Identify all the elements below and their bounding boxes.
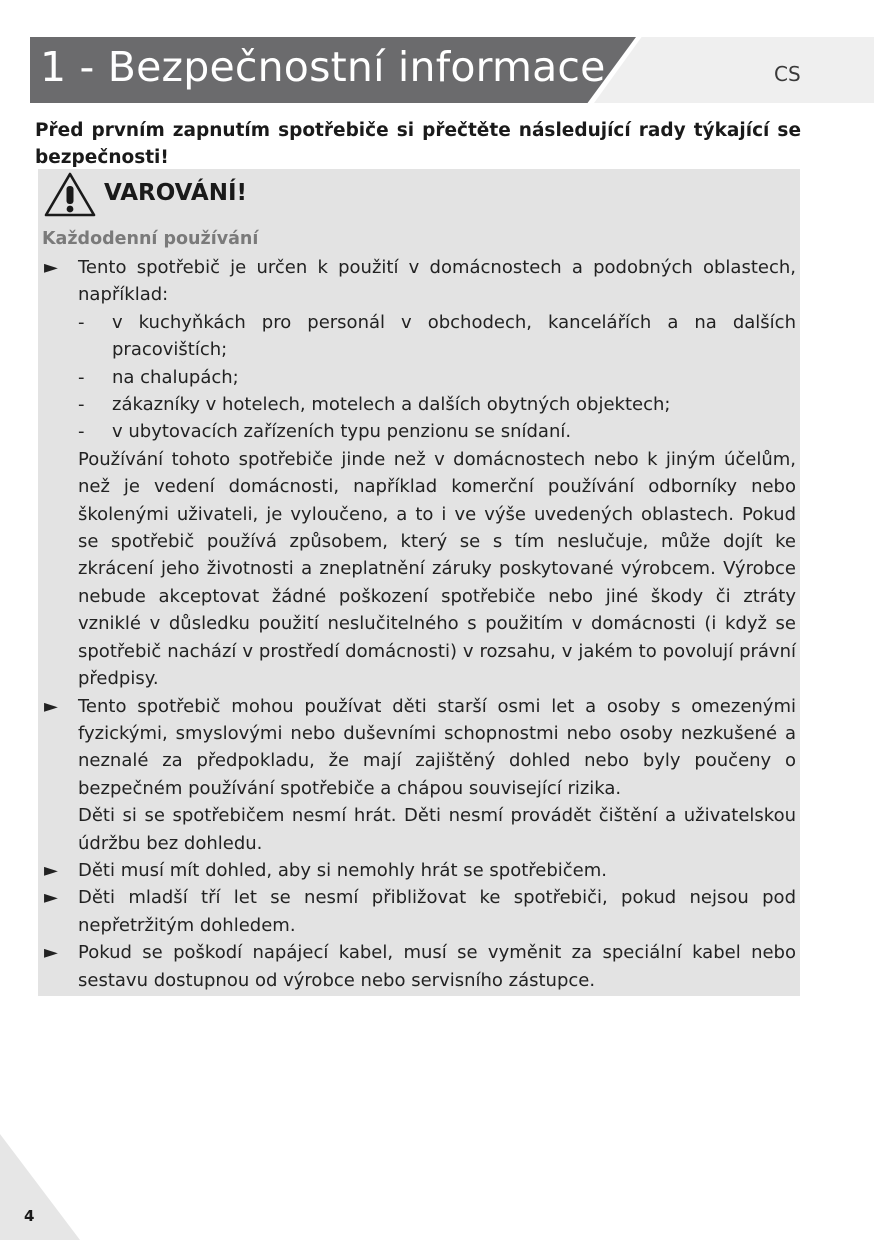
page-number: 4 [24, 1207, 35, 1225]
paragraph: Děti si se spotřebičem nesmí hrát. Děti nesmí provádět čištění a uživatelskou údržbu bez dohledu. [78, 805, 796, 854]
bullet-arrow-icon: ► [44, 695, 58, 717]
warning-content [44, 254, 796, 994]
list-item [44, 693, 796, 803]
sub-list-item [78, 309, 796, 364]
dash-marker: - [78, 421, 85, 443]
list-item [44, 254, 796, 309]
corner-accent [0, 1134, 80, 1240]
language-code: CS [774, 62, 801, 86]
sub-item-text: na chalupách; [112, 366, 239, 388]
section-title: Každodenní používání [42, 229, 259, 249]
bullet-text: Tento spotřebič mohou používat děti starší osmi let a osoby s omezenými fyzickými, smyslovými nebo duševními schopnostmi nebo osoby nezkušené a neznalé za předpokladu, že mají zajištěný dohled nebo byly poučeny o bezpečném používání spotřebiče a chápou související rizika. [78, 695, 796, 799]
sub-list-item [78, 364, 796, 391]
warning-title: VAROVÁNÍ! [104, 180, 248, 206]
bullet-arrow-icon: ► [44, 942, 58, 964]
bullet-arrow-icon: ► [44, 257, 58, 278]
sub-item-text: v kuchyňkách pro personál v obchodech, kancelářích a na dalších pracovištích; [112, 311, 796, 361]
bullet-text: Tento spotřebič je určen k použití v domácnostech a podobných oblastech, například: [78, 257, 796, 306]
bullet-text: Děti mladší tří let se nesmí přibližovat ke spotřebiči, pokud nejsou pod nepřetržitým dohledem. [78, 887, 796, 936]
sub-list-item [78, 391, 796, 418]
intro-text: Před prvním zapnutím spotřebiče si přečtěte následující rady týkající se bezpečnosti! [35, 120, 801, 168]
dash-marker: - [78, 311, 85, 333]
header-accent [594, 37, 874, 103]
dash-marker: - [78, 366, 85, 388]
bullet-arrow-icon: ► [44, 859, 58, 881]
list-item [44, 884, 796, 939]
list-item [44, 939, 796, 994]
sub-list-item [78, 418, 796, 445]
page-title: 1 - Bezpečnostní informace [40, 43, 606, 91]
sub-item-text: zákazníky v hotelech, motelech a dalších obytných objektech; [112, 394, 671, 416]
sub-item-text: v ubytovacích zařízeních typu penzionu se snídaní. [112, 421, 572, 443]
dash-marker: - [78, 394, 85, 416]
warning-triangle-icon [43, 171, 97, 219]
list-item [44, 857, 796, 884]
bullet-text: Děti musí mít dohled, aby si nemohly hrát se spotřebičem. [78, 859, 608, 881]
bullet-arrow-icon: ► [44, 887, 58, 909]
paragraph: Používání tohoto spotřebiče jinde než v domácnostech nebo k jiným účelům, než je vedení domácnosti, například komerční používání odborníky nebo školenými uživateli, je vyloučeno, a to i ve výše uvedených oblastech. Pokud se spotřebič používá způsobem, který se s tím neslučuje, může dojít ke zkrácení jeho životnosti a zneplatnění záruky poskytované výrobcem. Výrobce nebude akceptovat žádné poškození spotřebiče nebo jiné škody či ztráty vzniklé v důsledku použití neslučitelného s použitím v domácnosti (i když se spotřebič nachází v prostředí domácnosti) v rozsahu, v jakém to povolují právní předpisy. [78, 448, 796, 690]
bullet-text: Pokud se poškodí napájecí kabel, musí se vyměnit za speciální kabel nebo sestavu dostupnou od výrobce nebo servisního zástupce. [78, 942, 796, 991]
